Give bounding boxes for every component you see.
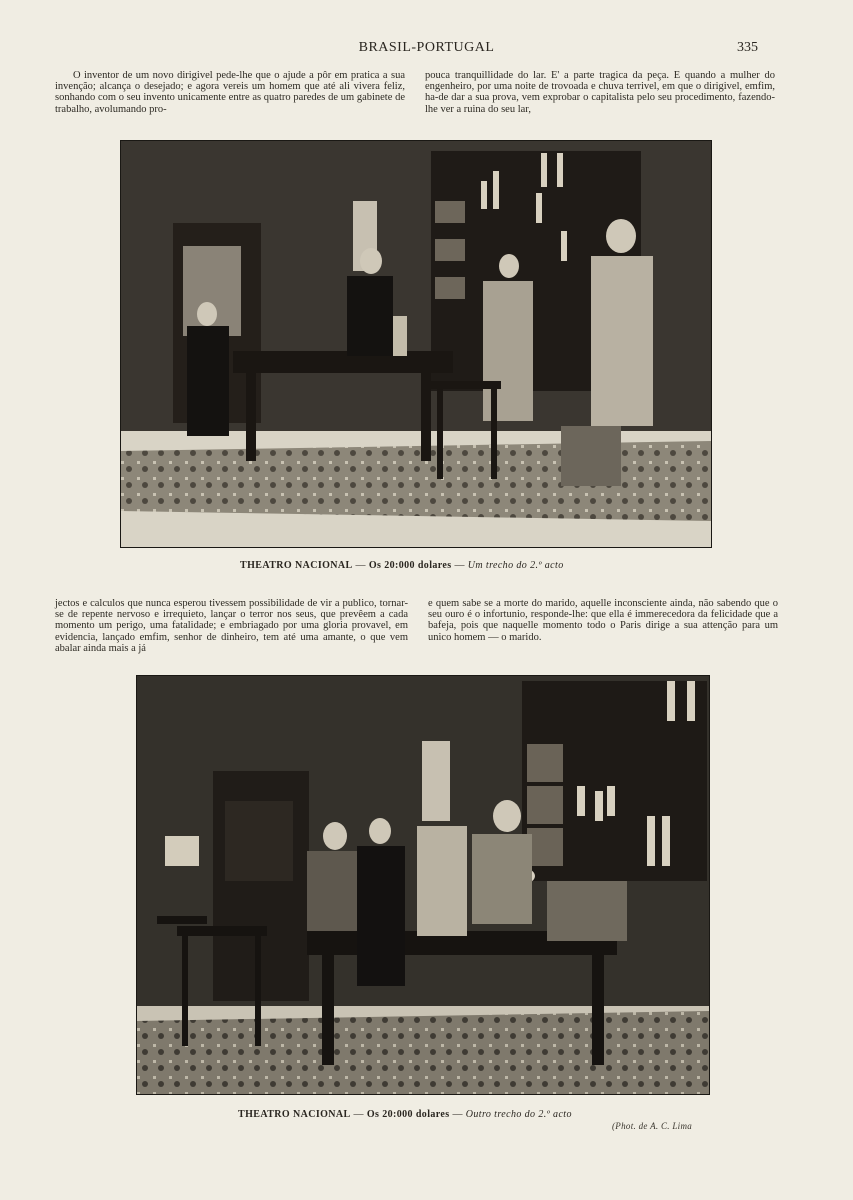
caption-scene: Outro trecho do 2.º acto — [465, 1109, 572, 1120]
text-column-top-right — [425, 70, 775, 115]
stage-photo-act2-scene2 — [136, 675, 710, 1095]
paragraph: jectos e calculos que nunca esperou tivessem possibilidade de vir a publico, tornar-se de repente nervoso e irrequieto, lançar o terror nos seus, que prevêem a cada momento um perigo, uma fatalidade; e embriagado por uma gloria provavel, em evidencia, lançado emfim, senhor de dinheiro, tem até uma amante, o que vem abalar ainda mais a já — [55, 598, 408, 654]
text-column-top-left — [55, 70, 405, 115]
publication-title: BRASIL-PORTUGAL — [358, 40, 495, 55]
photo-caption — [240, 560, 564, 571]
caption-venue: THEATRO NACIONAL — [240, 560, 353, 571]
caption-separator: — — [451, 560, 468, 571]
paragraph: pouca tranquillidade do lar. E' a parte tragica da peça. E quando a mulher do engenheiro, por uma noite de trovoada e chuva terrivel, em que o dirigivel, emfim, ha-de dar a sua prova, vem exprobar o capitalista pelo seu procedimento, fazendo-lhe ver a ruina do seu lar, — [425, 70, 775, 115]
paragraph: e quem sabe se a morte do marido, aquelle inconsciente ainda, não sabendo que o seu ouro é o infortunio, responde-lhe: que ella é immerecedora da felicidade que a bafeja, pois que naquelle momento todo o Paris dirige a sua attenção para um unico homem — o marido. — [428, 598, 778, 643]
caption-venue: THEATRO NACIONAL — [238, 1109, 351, 1120]
caption-scene: Um trecho do 2.º acto — [467, 560, 564, 571]
photo-caption — [238, 1109, 572, 1120]
text-column-middle-right — [428, 598, 778, 643]
caption-separator: — — [449, 1109, 466, 1120]
stage-photo-act2-scene1 — [120, 140, 712, 548]
caption-play-title: Os 20:000 dolares — [366, 1109, 450, 1120]
paragraph: O inventor de um novo dirigivel pede-lhe que o ajude a pôr em pratica a sua invenção; alcança o desejado; e agora vereis um homem que até ali vivera feliz, sonhando com o seu invento unicamente entre as quatro paredes de um gabinete de trabalho, avolumando pro- — [55, 70, 405, 115]
stage-photo-illustration — [137, 676, 709, 1094]
photo-credit: (Phot. de A. C. Lima — [612, 1121, 693, 1131]
running-head — [0, 40, 853, 58]
stage-photo-illustration — [121, 141, 711, 547]
caption-play-title: Os 20:000 dolares — [368, 560, 452, 571]
text-column-middle-left — [55, 598, 408, 654]
caption-separator: — — [350, 1109, 367, 1120]
caption-separator: — — [352, 560, 369, 571]
page-number: 335 — [737, 40, 758, 55]
